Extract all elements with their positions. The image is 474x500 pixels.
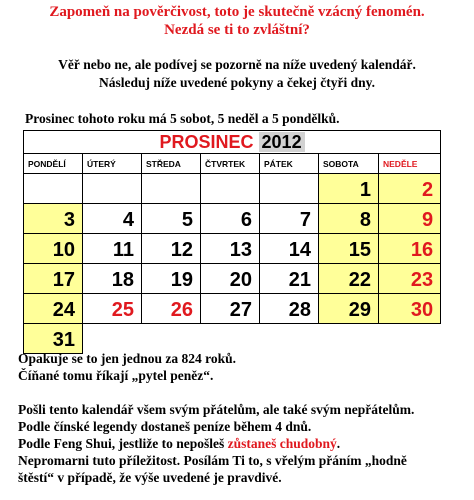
calendar-week-row <box>24 264 441 294</box>
footer-line-5-end: . <box>336 436 341 451</box>
day-cell: 14 <box>260 234 319 264</box>
footer-line-2: Číňané tomu říkají „pytel peněz“. <box>18 368 214 383</box>
day-cell: 18 <box>83 264 142 294</box>
footer-line-5 <box>18 436 340 452</box>
day-cell: 8 <box>319 204 379 234</box>
day-cell: 5 <box>142 204 201 234</box>
day-cell: 23 <box>379 264 441 294</box>
weekday-sunday: NEDĚLE <box>379 154 441 174</box>
calendar-week-row <box>24 174 441 204</box>
day-cell: 24 <box>24 294 83 324</box>
day-cell: 3 <box>24 204 83 234</box>
day-cell: 6 <box>201 204 260 234</box>
day-cell: 20 <box>201 264 260 294</box>
footer-warning-red: zůstaneš chudobný <box>227 436 337 451</box>
empty-cell <box>379 324 441 354</box>
day-cell <box>24 174 83 204</box>
day-cell: 27 <box>201 294 260 324</box>
day-cell: 30 <box>379 294 441 324</box>
footer-line-3: Pošli tento kalendář všem svým přátelům, ale také svým nepřátelům. <box>18 402 415 417</box>
empty-cell <box>83 324 142 354</box>
empty-cell <box>142 324 201 354</box>
weekday-monday: PONDĚLÍ <box>24 154 83 174</box>
day-cell: 9 <box>379 204 441 234</box>
day-cell: 22 <box>319 264 379 294</box>
headline-line-1: Zapomeň na pověrčivost, toto je skutečně vzácný fenomén. <box>49 4 425 20</box>
lead-sentence: Prosinec tohoto roku má 5 sobot, 5 neděl a 5 pondělků. <box>25 111 340 126</box>
day-cell: 17 <box>24 264 83 294</box>
day-cell: 25 <box>83 294 142 324</box>
weekday-tuesday: ÚTERÝ <box>83 154 142 174</box>
calendar-month: PROSINEC <box>159 131 254 152</box>
day-cell <box>83 174 142 204</box>
weekday-thursday: ČTVRTEK <box>201 154 260 174</box>
day-cell: 1 <box>319 174 379 204</box>
day-cell: 12 <box>142 234 201 264</box>
calendar-title <box>24 131 441 154</box>
weekday-wednesday: STŘEDA <box>142 154 201 174</box>
day-cell <box>142 174 201 204</box>
empty-cell <box>260 324 319 354</box>
footer-line-1: Opakuje se to jen jednou za 824 roků. <box>18 351 237 366</box>
weekday-saturday: SOBOTA <box>319 154 379 174</box>
day-cell: 21 <box>260 264 319 294</box>
footer-line-6: Nepromarni tuto příležitost. Posílám Ti to, s vřelým přáním „hodně <box>18 453 407 468</box>
weekday-friday: PÁTEK <box>260 154 319 174</box>
day-cell: 16 <box>379 234 441 264</box>
day-cell: 29 <box>319 294 379 324</box>
day-cell: 4 <box>83 204 142 234</box>
calendar-year: 2012 <box>259 132 305 152</box>
headline-line-2: Nezdá se ti to zvláštní? <box>164 22 310 38</box>
empty-cell <box>319 324 379 354</box>
calendar-week-row <box>24 324 441 354</box>
day-cell: 31 <box>24 324 83 354</box>
calendar-week-row <box>24 204 441 234</box>
day-cell: 19 <box>142 264 201 294</box>
day-cell <box>201 174 260 204</box>
calendar-week-row <box>24 234 441 264</box>
weekday-header-row <box>24 154 441 174</box>
day-cell: 7 <box>260 204 319 234</box>
day-cell: 15 <box>319 234 379 264</box>
day-cell: 10 <box>24 234 83 264</box>
day-cell <box>260 174 319 204</box>
day-cell: 13 <box>201 234 260 264</box>
empty-cell <box>201 324 260 354</box>
intro-line-2: Následuj níže uvedené pokyny a čekej čtyři dny. <box>98 75 375 90</box>
calendar-table <box>23 130 441 354</box>
footer-line-5-text: Podle Feng Shui, jestliže to nepošleš <box>18 436 228 451</box>
day-cell: 26 <box>142 294 201 324</box>
day-cell: 28 <box>260 294 319 324</box>
intro-line-1: Věř nebo ne, ale podívej se pozorně na níže uvedený kalendář. <box>58 57 416 72</box>
day-cell: 11 <box>83 234 142 264</box>
footer-line-7: štěstí“ v případě, že výše uvedené je pravdivé. <box>18 470 282 485</box>
footer-line-4: Podle čínské legendy dostaneš peníze během 4 dnů. <box>18 419 312 434</box>
calendar-week-row <box>24 294 441 324</box>
day-cell: 2 <box>379 174 441 204</box>
